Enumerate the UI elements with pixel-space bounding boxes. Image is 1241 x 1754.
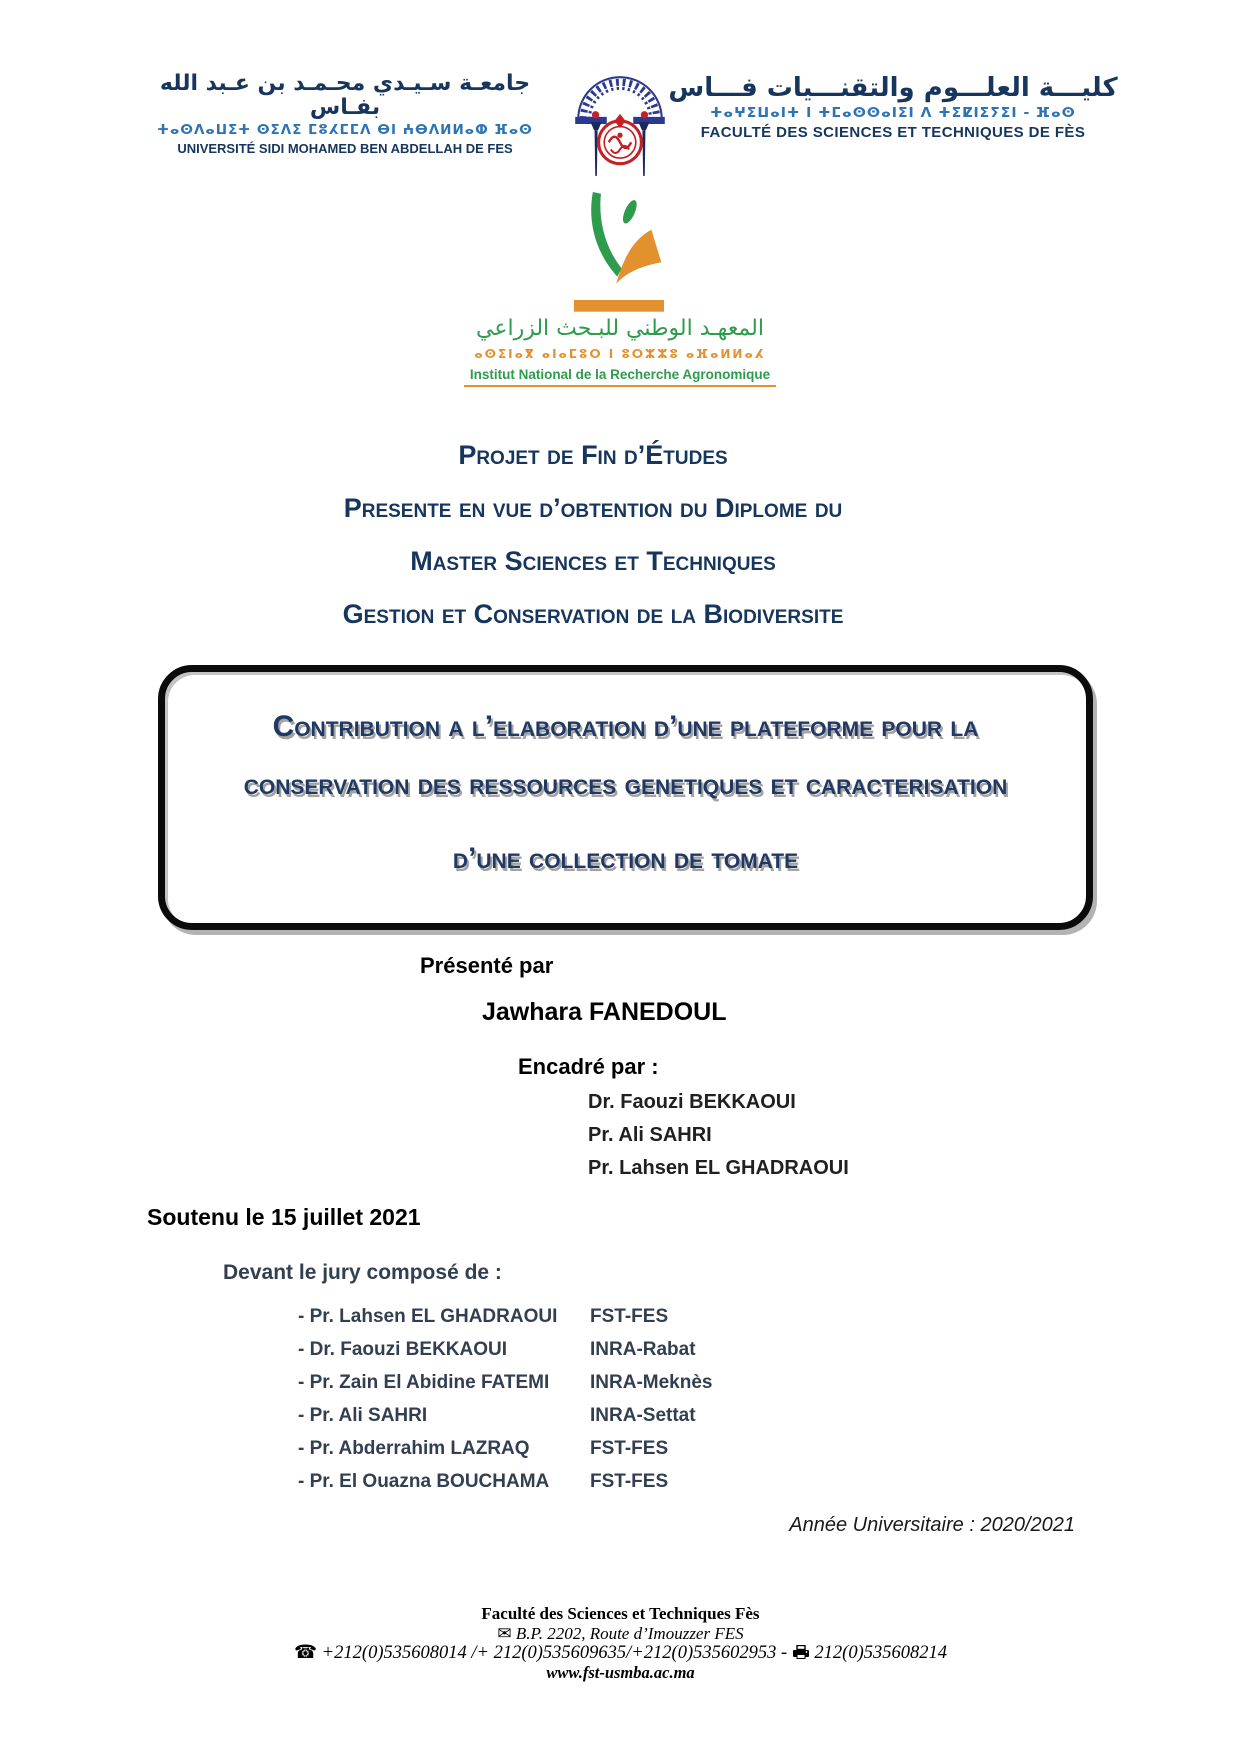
inra-logo xyxy=(573,192,665,327)
presented-by-label: Présenté par xyxy=(420,953,554,978)
jury-member-affiliation: FST-FES xyxy=(590,1438,669,1459)
supervisors-list xyxy=(588,1086,849,1185)
jury-member-affiliation: FST-FES xyxy=(590,1471,669,1492)
supervisor-item: Pr. Lahsen EL GHADRAOUI xyxy=(588,1157,849,1179)
author-name: Jawhara FANEDOUL xyxy=(482,998,727,1026)
jury-member-name: - Pr. Lahsen EL GHADRAOUI xyxy=(298,1306,558,1327)
jury-member-affiliation: INRA-Settat xyxy=(590,1405,696,1426)
jury-row xyxy=(298,1306,858,1326)
footer-contact-block xyxy=(0,1604,1241,1683)
jury-row xyxy=(298,1438,858,1458)
inra-mark-icon xyxy=(573,192,665,327)
university-name-tifinagh: ⵜⴰⵙⴷⴰⵡⵉⵜ ⵙⵉⴷⵉ ⵎⵓⵃⵎⵎⴷ ⴱⵏ ⵄⴱⴷⵍⵍⴰⵀ ⴼⴰⵙ xyxy=(157,122,533,139)
inra-name-french-wrap xyxy=(170,366,1070,387)
faculty-name-tifinagh: ⵜⴰⵖⵉⵡⴰⵏⵜ ⵏ ⵜⵎⴰⵙⵙⴰⵏⵉⵏ ⴷ ⵜⵉⵇⵏⵉⵢⵉⵏ - ⴼⴰⵙ xyxy=(710,104,1076,121)
faculty-name-french: FACULTÉ DES SCIENCES ET TECHNIQUES DE FÈS xyxy=(700,123,1086,141)
footer-website: www.fst-usmba.ac.ma xyxy=(546,1663,695,1683)
university-name-arabic: جامعـة سـيـدي محـمـد بن عـبد الله بفـاس xyxy=(159,71,531,121)
heading-master: Master Sciences et Techniques xyxy=(410,546,776,576)
jury-row xyxy=(298,1339,858,1359)
footer-phones: +212(0)535608014 /+ 212(0)535609635/+212(0)535602953 - xyxy=(321,1643,788,1664)
academic-year: Année Universitaire : 2020/2021 xyxy=(789,1514,1075,1536)
inra-text-block xyxy=(170,316,1070,387)
footer-faculty-name: Faculté des Sciences et Techniques Fès xyxy=(481,1604,760,1623)
jury-member-affiliation: INRA-Meknès xyxy=(590,1372,713,1393)
supervisor-item: Dr. Faouzi BEKKAOUI xyxy=(588,1091,796,1113)
jury-row xyxy=(298,1372,858,1392)
degree-headings xyxy=(150,441,1036,653)
university-name-french: UNIVERSITÉ SIDI MOHAMED BEN ABDELLAH DE FES xyxy=(177,141,513,157)
thesis-title-box xyxy=(158,665,1093,930)
heading-projet: Projet de Fin d’Études xyxy=(458,440,728,470)
heading-gestion: Gestion et Conservation de la Biodiversite xyxy=(342,599,844,629)
footer-fax: 212(0)535608214 xyxy=(814,1643,947,1664)
fax-icon xyxy=(792,1645,810,1659)
jury-member-affiliation: FST-FES xyxy=(590,1306,669,1327)
jury-member-name: - Pr. Ali SAHRI xyxy=(298,1405,428,1426)
faculty-header-block xyxy=(665,74,1121,141)
supervised-by-label: Encadré par : xyxy=(518,1054,659,1079)
jury-row xyxy=(298,1471,858,1491)
footer-phone-line xyxy=(0,1643,1241,1664)
faculty-name-arabic: كليـــة العلـــوم والتقنـــيات فـــاس xyxy=(668,73,1118,103)
jury-list xyxy=(298,1306,858,1504)
supervisor-item: Pr. Ali SAHRI xyxy=(588,1124,712,1146)
jury-member-name: - Pr. Zain El Abidine FATEMI xyxy=(298,1372,550,1393)
defense-date: Soutenu le 15 juillet 2021 xyxy=(147,1204,421,1230)
heading-presente: Presente en vue d’obtention du Diplome du xyxy=(343,493,843,523)
thesis-title-line2: conservation des ressources genetiques et caracterisation xyxy=(243,768,1008,801)
inra-name-tifinagh: ⴰⵙⵉⵏⴰⴳ ⴰⵏⴰⵎⵓⵔ ⵏ ⵓⵔⵣⵣⵓ ⴰⴼⴰⵍⵍⴰⵃ xyxy=(474,347,766,361)
jury-member-name: - Pr. Abderrahim LAZRAQ xyxy=(298,1438,530,1459)
inra-name-french: Institut National de la Recherche Agronomique xyxy=(464,367,776,387)
jury-label: Devant le jury composé de : xyxy=(223,1261,502,1284)
inra-name-arabic: المعهـد الوطني للبـحث الزراعي xyxy=(476,316,764,341)
envelope-icon: ✉ xyxy=(497,1623,512,1643)
university-logo xyxy=(574,68,666,180)
phone-icon: ☎ xyxy=(294,1643,318,1664)
footer-address-line xyxy=(0,1624,1241,1644)
jury-member-name: - Pr. El Ouazna BOUCHAMA xyxy=(298,1471,550,1492)
jury-member-name: - Dr. Faouzi BEKKAOUI xyxy=(298,1339,508,1360)
jury-member-affiliation: INRA-Rabat xyxy=(590,1339,696,1360)
jury-row xyxy=(298,1405,858,1425)
footer-address: B.P. 2202, Route d’Imouzzer FES xyxy=(515,1623,744,1643)
thesis-title-line3: d’une collection de tomate xyxy=(452,842,799,875)
university-emblem-icon xyxy=(574,68,666,180)
thesis-title-line1: Contribution a l’elaboration d’une plateforme pour la xyxy=(272,710,979,743)
university-header-block xyxy=(150,72,540,157)
